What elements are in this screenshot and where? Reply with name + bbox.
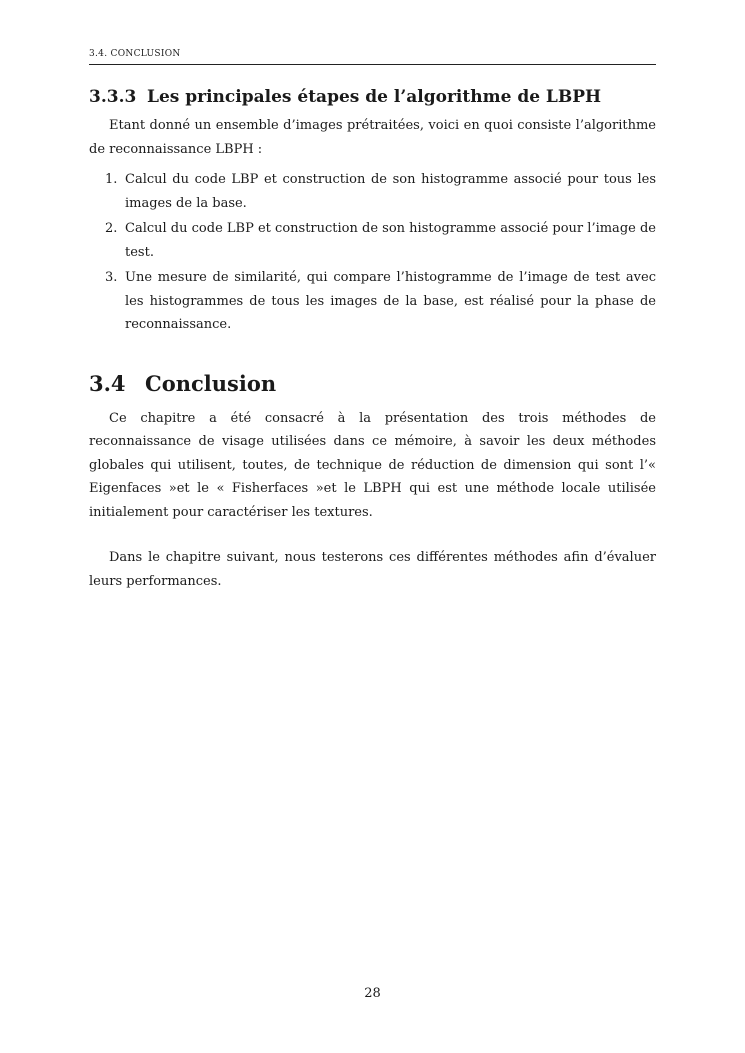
conclusion-paragraph: Ce chapitre a été consacré à la présentation des trois méthodes de reconnaissance de visage utilisées dans ce mémoire, à savoir les deux méthodes globales qui utilisent, toutes, de technique de réduction de dimension qui sont l’« Eigenfaces »et le « Fisherfaces »et le LBPH qui est une méthode locale utilisée initialement pour caractériser les textures.: [89, 410, 656, 520]
running-head: 3.4. CONCLUSION: [89, 49, 181, 59]
subsection-title: Les principales étapes de l’algorithme de LBPH: [147, 87, 602, 107]
list-marker: 3.: [105, 270, 118, 285]
list-item-text: Calcul du code LBP et construction de son histogramme associé pour l’image de test.: [125, 221, 656, 260]
section-title: Conclusion: [145, 370, 277, 396]
list-item-text: Une mesure de similarité, qui compare l’histogramme de l’image de test avec les histogrammes de tous les images de la base, est réalisé pour la phase de reconnaissance.: [125, 270, 656, 332]
section-heading: [89, 369, 656, 399]
list-item: [89, 168, 656, 215]
subsection-intro: Etant donné un ensemble d’images prétraitées, voici en quoi consiste l’algorithme de reconnaissance LBPH :: [89, 118, 656, 157]
page-number: 28: [364, 986, 381, 1001]
algorithm-steps-list: [89, 168, 656, 337]
list-item-text: Calcul du code LBP et construction de son histogramme associé pour tous les images de la base.: [125, 172, 656, 211]
subsection-number: 3.3.3: [89, 87, 137, 107]
page-body: [89, 85, 656, 593]
header-rule: [89, 64, 656, 65]
conclusion-paragraph: Dans le chapitre suivant, nous testerons ces différentes méthodes afin d’évaluer leurs performances.: [89, 550, 656, 589]
section-number: 3.4: [89, 370, 126, 396]
list-item: [89, 217, 656, 264]
list-marker: 2.: [105, 221, 118, 236]
list-item: [89, 266, 656, 337]
subsection-heading: [89, 85, 656, 109]
list-marker: 1.: [105, 172, 118, 187]
